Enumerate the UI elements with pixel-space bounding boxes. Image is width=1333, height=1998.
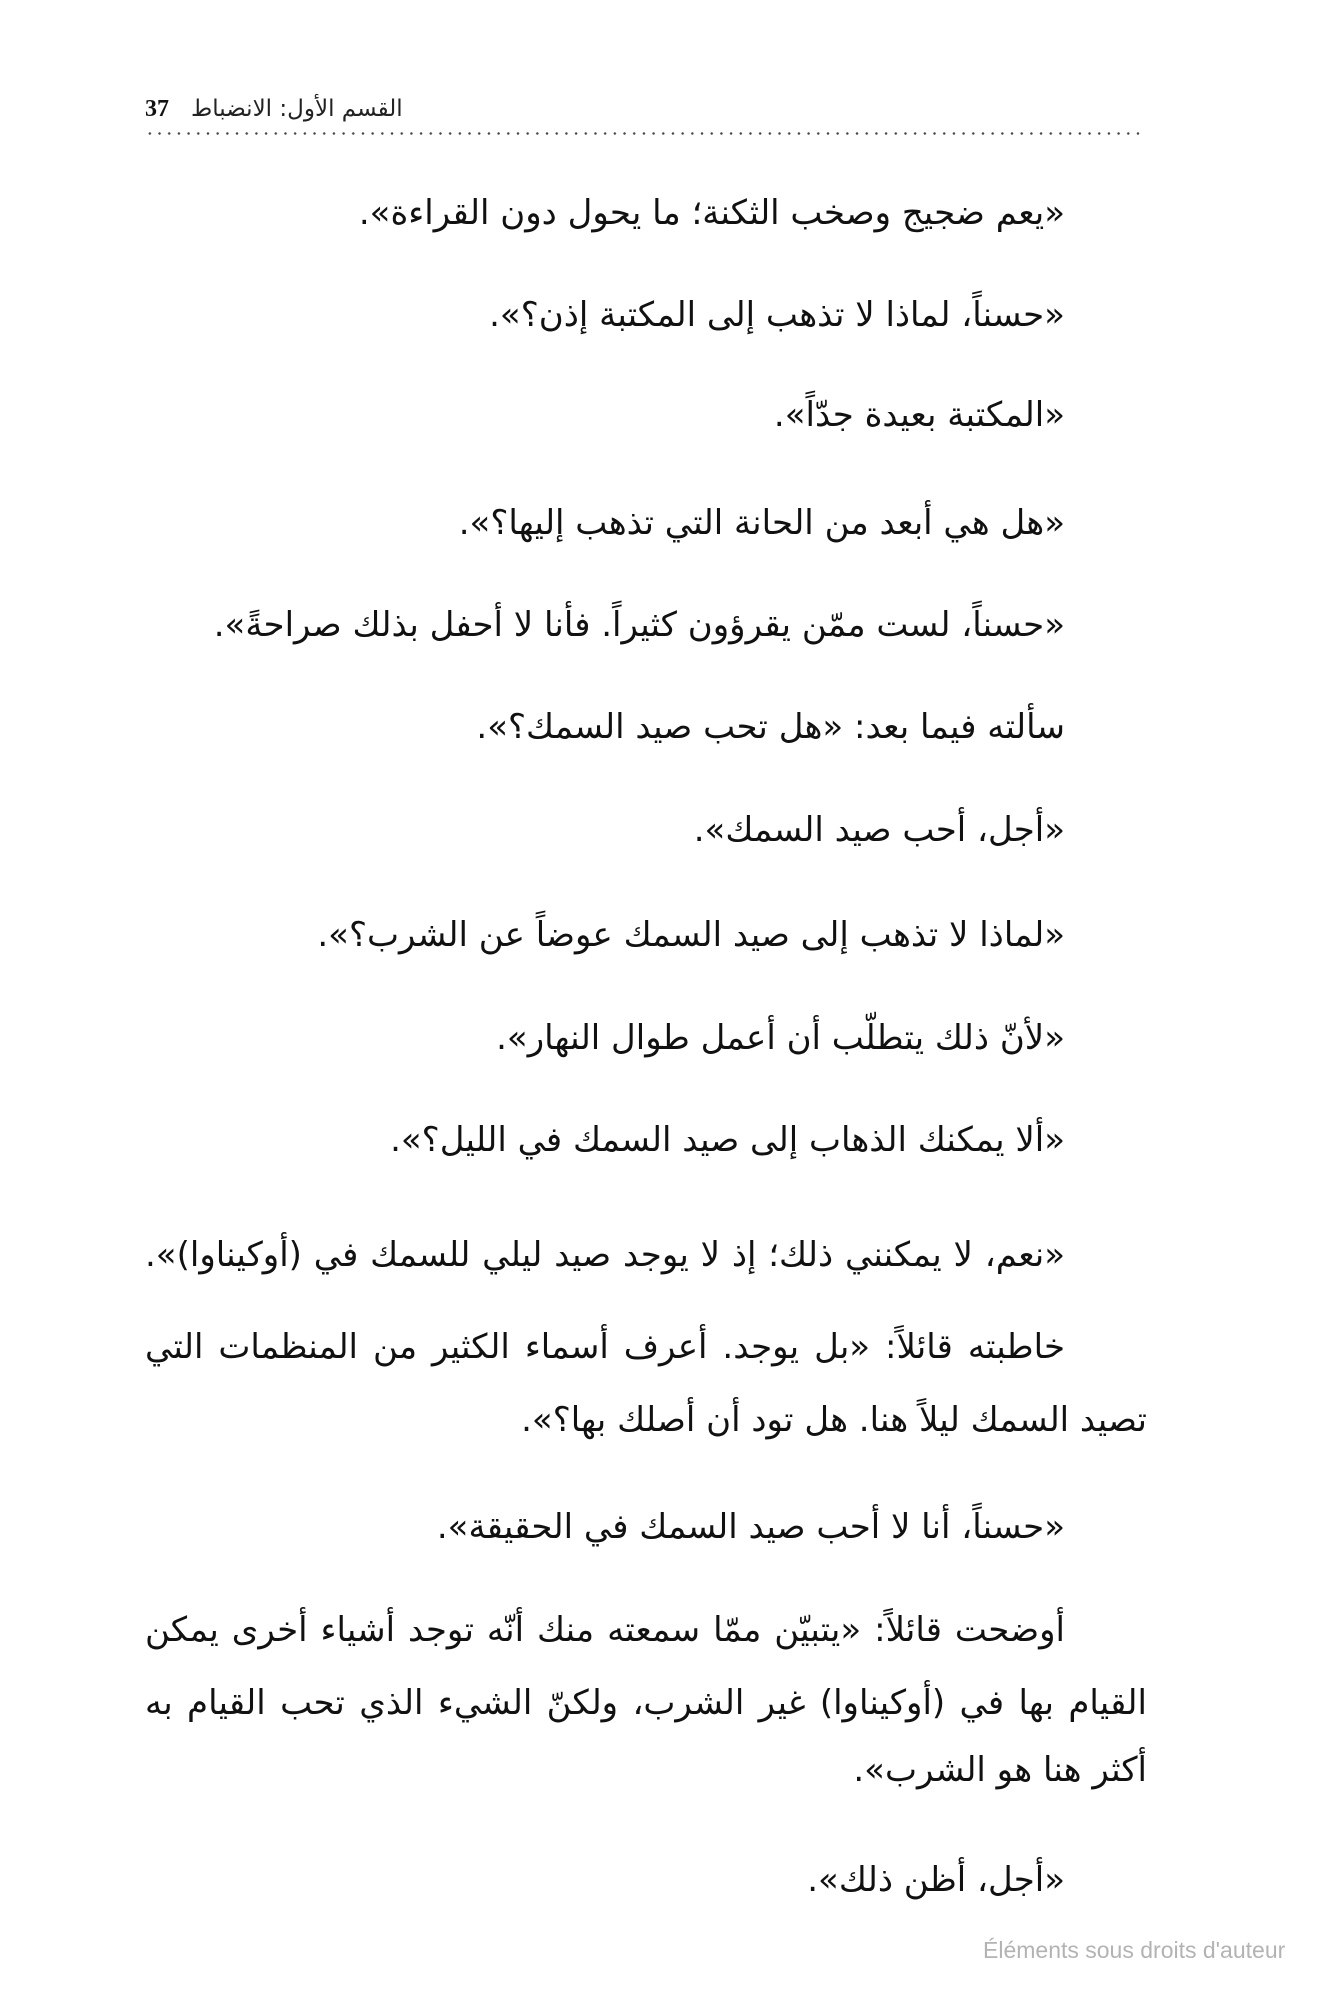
text-line: «لماذا لا تذهب إلى صيد السمك عوضاً عن الشرب؟». (317, 915, 1065, 955)
text-line: سألته فيما بعد: «هل تحب صيد السمك؟». (476, 707, 1065, 747)
text-line: «حسناً، أنا لا أحب صيد السمك في الحقيقة». (436, 1507, 1065, 1547)
page-number: 37 (145, 95, 169, 122)
text-line: خاطبته قائلاً: «بل يوجد. أعرف أسماء الكثير من المنظمات التي (145, 1327, 1065, 1367)
text-line: أوضحت قائلاً: «يتبيّن ممّا سمعته منك أنّه توجد أشياء أخرى يمكن (145, 1610, 1065, 1650)
page-header (145, 92, 403, 126)
text-line: «حسناً، لست ممّن يقرؤون كثيراً. فأنا لا أحفل بذلك صراحةً». (213, 605, 1065, 645)
text-line: «يعم ضجيج وصخب الثكنة؛ ما يحول دون القراءة». (358, 193, 1065, 233)
text-line: «المكتبة بعيدة جدّاً». (773, 395, 1065, 435)
running-title: القسم الأول: الانضباط (191, 96, 403, 122)
text-line: «أجل، أظن ذلك». (807, 1860, 1065, 1900)
text-line: «هل هي أبعد من الحانة التي تذهب إليها؟». (458, 503, 1065, 543)
text-line: «ألا يمكنك الذهاب إلى صيد السمك في الليل؟». (390, 1120, 1065, 1160)
text-line: «نعم، لا يمكنني ذلك؛ إذ لا يوجد صيد ليلي للسمك في (أوكيناوا)». (145, 1235, 1065, 1275)
text-line: «حسناً، لماذا لا تذهب إلى المكتبة إذن؟». (489, 295, 1065, 335)
dotted-divider (145, 132, 1145, 135)
text-line: تصيد السمك ليلاً هنا. هل تود أن أصلك بها؟». (521, 1400, 1147, 1440)
text-line: «لأنّ ذلك يتطلّب أن أعمل طوال النهار». (496, 1018, 1065, 1058)
copyright-watermark: Éléments sous droits d'auteur (983, 1937, 1286, 1963)
text-line: «أجل، أحب صيد السمك». (693, 810, 1065, 850)
text-line: أكثر هنا هو الشرب». (853, 1750, 1147, 1790)
text-line: القيام بها في (أوكيناوا) غير الشرب، ولكنّ الشيء الذي تحب القيام به (145, 1683, 1147, 1723)
